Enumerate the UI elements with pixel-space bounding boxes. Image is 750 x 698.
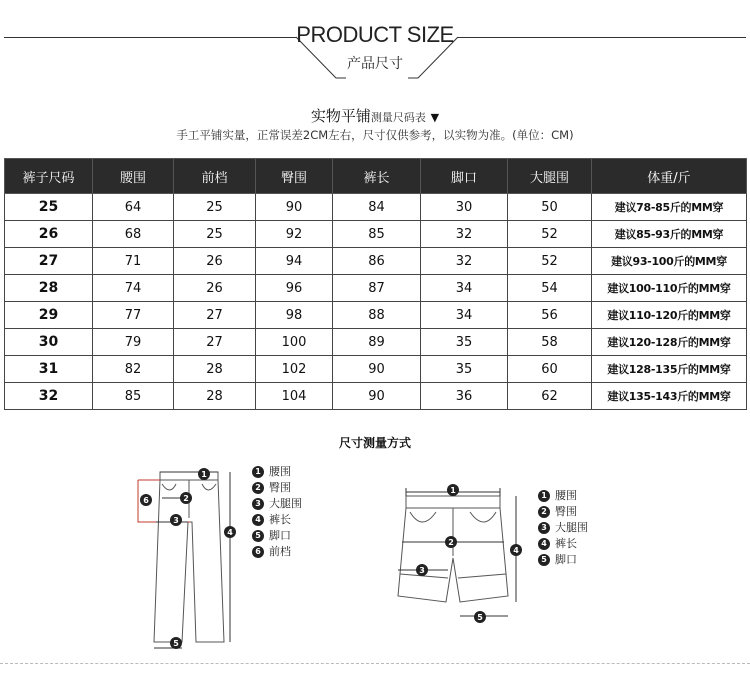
table-cell: 建议135-143斤的MM穿 xyxy=(592,383,747,410)
table-cell: 88 xyxy=(333,302,421,329)
table-cell: 74 xyxy=(93,275,174,302)
table-cell: 建议110-120斤的MM穿 xyxy=(592,302,747,329)
header-front-rise: 前档 xyxy=(174,159,256,194)
marker-1-label: 1 xyxy=(201,470,207,479)
table-cell: 84 xyxy=(333,194,421,221)
pants-legend xyxy=(252,464,302,560)
pants-diagram xyxy=(130,462,250,654)
legend-item: 3 大腿围 xyxy=(538,520,588,536)
shorts-marker-1-icon xyxy=(447,484,459,496)
table-cell: 29 xyxy=(5,302,93,329)
table-cell: 建议85-93斤的MM穿 xyxy=(592,221,747,248)
table-cell: 36 xyxy=(421,383,508,410)
table-cell: 32 xyxy=(421,248,508,275)
table-cell: 56 xyxy=(508,302,592,329)
header-size: 裤子尺码 xyxy=(5,159,93,194)
table-cell: 58 xyxy=(508,329,592,356)
table-cell: 52 xyxy=(508,248,592,275)
marker-4-icon xyxy=(224,526,236,538)
table-cell: 32 xyxy=(421,221,508,248)
table-cell: 28 xyxy=(5,275,93,302)
table-cell: 98 xyxy=(256,302,333,329)
marker-6-icon xyxy=(140,494,152,506)
shorts-marker-2-label: 2 xyxy=(448,538,454,547)
table-cell: 62 xyxy=(508,383,592,410)
table-row xyxy=(5,194,747,221)
table-header-row xyxy=(5,159,747,194)
table-cell: 26 xyxy=(174,275,256,302)
shorts-marker-5-label: 5 xyxy=(477,613,483,622)
table-cell: 建议93-100斤的MM穿 xyxy=(592,248,747,275)
table-cell: 25 xyxy=(174,194,256,221)
marker-6-label: 6 xyxy=(143,496,149,505)
table-row xyxy=(5,383,747,410)
table-cell: 90 xyxy=(333,383,421,410)
table-cell: 86 xyxy=(333,248,421,275)
table-cell: 31 xyxy=(5,356,93,383)
header-weight: 体重/斤 xyxy=(592,159,747,194)
legend-item: 4 裤长 xyxy=(252,512,302,528)
table-cell: 52 xyxy=(508,221,592,248)
table-cell: 建议120-128斤的MM穿 xyxy=(592,329,747,356)
table-row xyxy=(5,248,747,275)
table-cell: 28 xyxy=(174,383,256,410)
table-cell: 60 xyxy=(508,356,592,383)
table-cell: 35 xyxy=(421,356,508,383)
table-cell: 建议128-135斤的MM穿 xyxy=(592,356,747,383)
table-cell: 102 xyxy=(256,356,333,383)
table-cell: 94 xyxy=(256,248,333,275)
table-title-small: 测量尺码表 xyxy=(370,111,426,124)
shorts-marker-2-icon xyxy=(445,536,457,548)
table-cell: 77 xyxy=(93,302,174,329)
table-cell: 82 xyxy=(93,356,174,383)
legend-item: 3 大腿围 xyxy=(252,496,302,512)
table-cell: 27 xyxy=(174,302,256,329)
table-row xyxy=(5,356,747,383)
table-cell: 64 xyxy=(93,194,174,221)
table-row xyxy=(5,302,747,329)
table-cell: 25 xyxy=(5,194,93,221)
legend-item: 2 臀围 xyxy=(538,504,588,520)
measure-title: 尺寸测量方式 xyxy=(338,436,411,450)
table-cell: 71 xyxy=(93,248,174,275)
table-cell: 26 xyxy=(174,248,256,275)
table-cell: 90 xyxy=(333,356,421,383)
legend-item: 5 脚口 xyxy=(252,528,302,544)
size-table xyxy=(4,158,747,410)
table-cell: 96 xyxy=(256,275,333,302)
table-cell: 32 xyxy=(5,383,93,410)
table-row xyxy=(5,221,747,248)
table-cell: 建议100-110斤的MM穿 xyxy=(592,275,747,302)
table-title-main: 实物平铺 xyxy=(310,107,371,125)
table-row xyxy=(5,329,747,356)
page-subtitle: 产品尺寸 xyxy=(347,56,403,72)
legend-item: 5 脚口 xyxy=(538,552,588,568)
table-cell: 100 xyxy=(256,329,333,356)
shorts-marker-3-icon xyxy=(416,564,428,576)
table-cell: 68 xyxy=(93,221,174,248)
table-cell: 35 xyxy=(421,329,508,356)
marker-4-label: 4 xyxy=(227,528,233,537)
table-cell: 34 xyxy=(421,302,508,329)
table-cell: 25 xyxy=(174,221,256,248)
table-cell: 27 xyxy=(174,329,256,356)
table-cell: 90 xyxy=(256,194,333,221)
marker-2-label: 2 xyxy=(183,494,189,503)
table-title xyxy=(0,105,750,126)
marker-5-label: 5 xyxy=(173,639,179,648)
arrow-down-icon: ▼ xyxy=(430,111,440,124)
legend-item: 1 腰围 xyxy=(252,464,302,480)
table-cell: 建议78-85斤的MM穿 xyxy=(592,194,747,221)
marker-5-icon xyxy=(170,637,182,649)
table-cell: 26 xyxy=(5,221,93,248)
marker-3-label: 3 xyxy=(173,516,179,525)
legend-item: 2 臀围 xyxy=(252,480,302,496)
table-cell: 92 xyxy=(256,221,333,248)
legend-item: 4 裤长 xyxy=(538,536,588,552)
table-cell: 50 xyxy=(508,194,592,221)
shorts-marker-4-icon xyxy=(510,544,522,556)
marker-1-icon xyxy=(198,468,210,480)
table-row xyxy=(5,275,747,302)
table-cell: 30 xyxy=(421,194,508,221)
table-cell: 79 xyxy=(93,329,174,356)
bottom-divider xyxy=(0,663,750,664)
table-cell: 89 xyxy=(333,329,421,356)
table-cell: 85 xyxy=(93,383,174,410)
shorts-marker-4-label: 4 xyxy=(513,546,519,555)
table-cell: 104 xyxy=(256,383,333,410)
shorts-diagram xyxy=(396,478,526,630)
header-leg-opening: 脚口 xyxy=(421,159,508,194)
table-note: 手工平铺实量，正常误差2CM左右，尺寸仅供参考，以实物为准。(单位：CM) xyxy=(176,128,574,142)
header-hip: 臀围 xyxy=(256,159,333,194)
table-cell: 28 xyxy=(174,356,256,383)
table-cell: 85 xyxy=(333,221,421,248)
shorts-legend xyxy=(538,488,588,568)
header-thigh: 大腿围 xyxy=(508,159,592,194)
table-cell: 34 xyxy=(421,275,508,302)
header-waist: 腰围 xyxy=(93,159,174,194)
legend-item: 1 腰围 xyxy=(538,488,588,504)
table-cell: 30 xyxy=(5,329,93,356)
table-cell: 27 xyxy=(5,248,93,275)
shorts-marker-5-icon xyxy=(474,611,486,623)
page-title: PRODUCT SIZE xyxy=(296,22,454,47)
legend-item: 6 前档 xyxy=(252,544,302,560)
marker-3-icon xyxy=(170,514,182,526)
shorts-marker-3-label: 3 xyxy=(419,566,425,575)
shorts-marker-1-label: 1 xyxy=(450,486,456,495)
table-cell: 87 xyxy=(333,275,421,302)
marker-2-icon xyxy=(180,492,192,504)
header-length: 裤长 xyxy=(333,159,421,194)
table-cell: 54 xyxy=(508,275,592,302)
